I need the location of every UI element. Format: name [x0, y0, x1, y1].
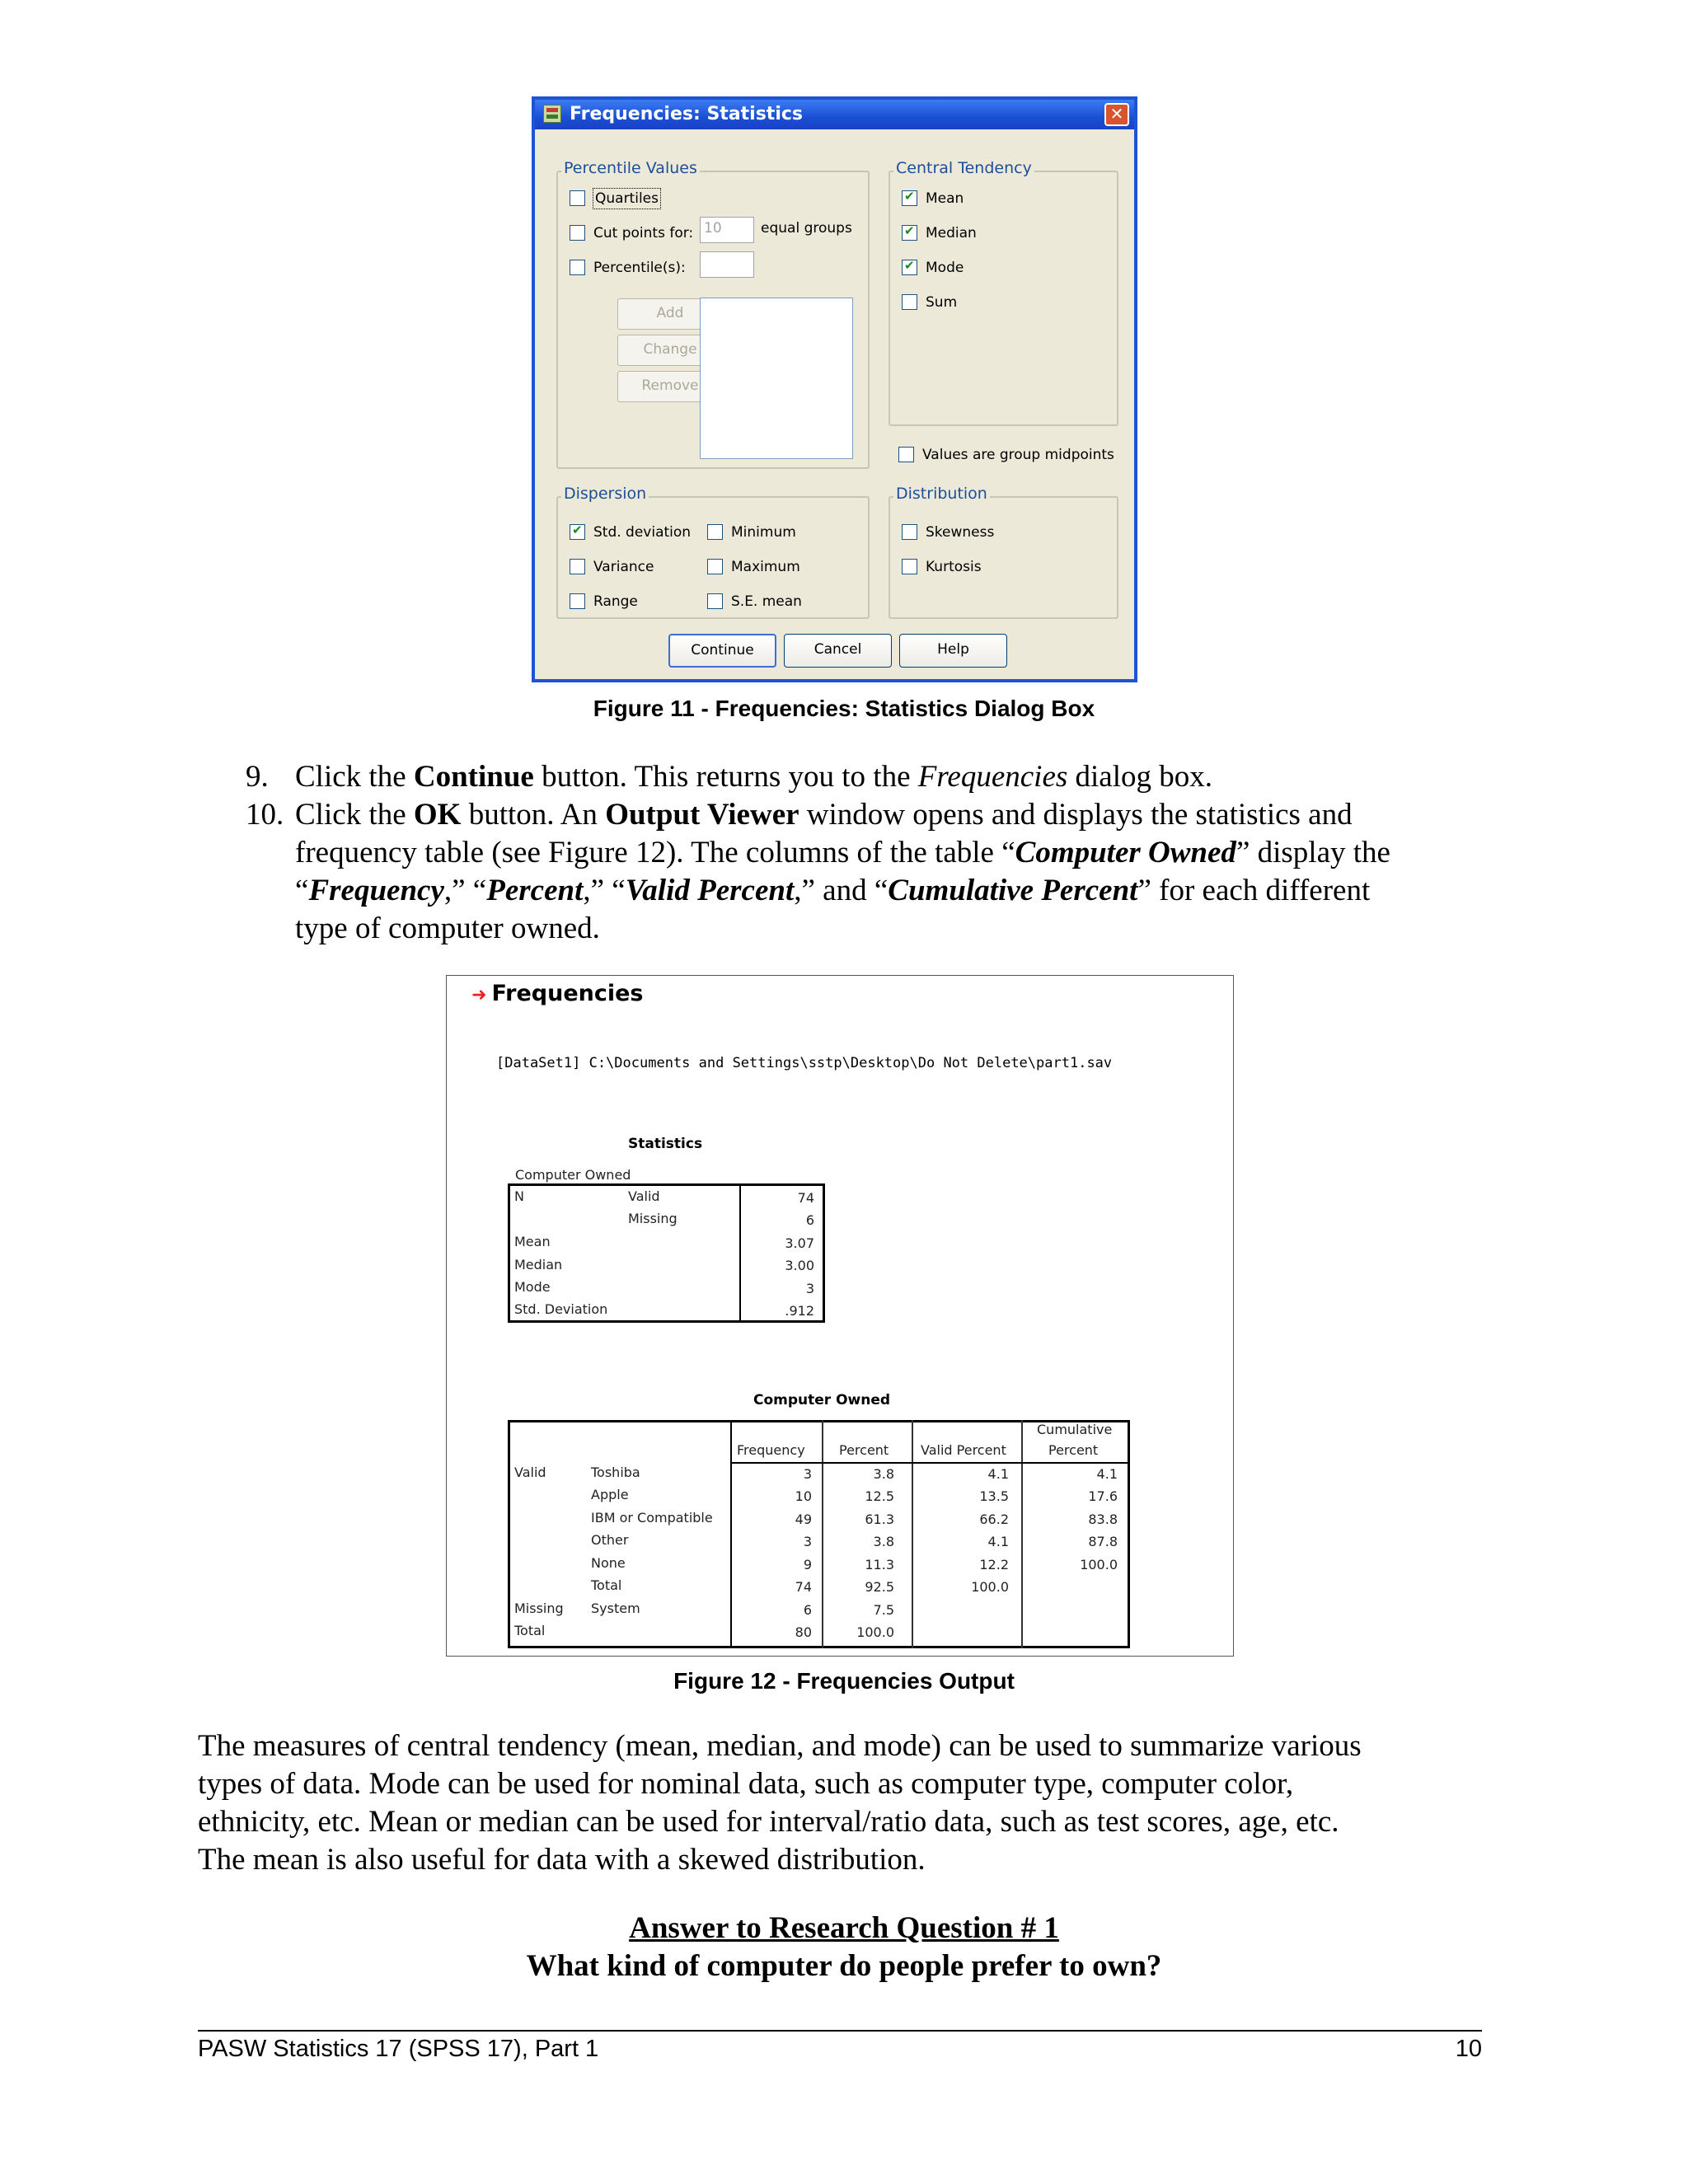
row-valid-percent: 100.0 [971, 1579, 1009, 1595]
maximum-checkbox[interactable] [707, 559, 723, 574]
quartiles-label: Quartiles [595, 190, 659, 207]
step-10-text-11: type of computer owned. [295, 912, 600, 945]
help-button[interactable]: Help [899, 634, 1007, 668]
row-percent: 12.5 [865, 1488, 894, 1504]
row-valid-percent: 4.1 [987, 1534, 1009, 1549]
row-label: IBM or Compatible [591, 1510, 713, 1526]
range-checkbox[interactable] [570, 593, 585, 609]
group-midpoints-checkbox[interactable] [898, 447, 914, 462]
row-percent: 100.0 [856, 1624, 894, 1640]
percentiles-label: Percentile(s): [593, 260, 686, 276]
step-10-cumulative-percent: Cumulative Percent [888, 874, 1138, 907]
cut-points-input[interactable]: 10 [700, 217, 754, 243]
frequencies-heading [471, 981, 644, 1006]
step-10-text-8: ,” “ [583, 874, 626, 907]
group-total-label: Total [514, 1623, 546, 1638]
header-percent: Percent [839, 1442, 889, 1458]
central-tendency-title: Central Tendency [893, 159, 1034, 177]
stat-std-label: Std. Deviation [514, 1301, 608, 1317]
step-10-text-6: “ [295, 874, 309, 907]
group-missing-label: Missing [514, 1601, 564, 1616]
central-tendency-group [889, 159, 1118, 426]
step-9-text-2: button. This returns you to the [533, 760, 918, 794]
step-10-line-4 [295, 910, 1390, 948]
percentile-list[interactable] [700, 298, 853, 459]
row-valid-percent: 66.2 [979, 1511, 1009, 1527]
maximum-label: Maximum [731, 559, 800, 575]
frequencies-heading-text: Frequencies [491, 981, 644, 1006]
step-10-text [295, 796, 1390, 948]
central-tendency-paragraph [198, 1727, 1362, 1879]
step-10-line-1 [295, 796, 1390, 834]
mode-checkbox[interactable] [902, 260, 917, 275]
row-percent: 7.5 [873, 1602, 894, 1618]
row-cumulative-percent: 17.6 [1088, 1488, 1118, 1504]
kurtosis-label: Kurtosis [926, 559, 982, 575]
step-9 [246, 758, 269, 796]
answer-heading: Answer to Research Question # 1 [629, 1911, 1059, 1945]
row-label: Total [591, 1577, 622, 1593]
step-10-text-4: frequency table (see Figure 12). The columns of the table “ [295, 836, 1015, 869]
step-9-continue-bold: Continue [413, 760, 534, 794]
median-label: Median [926, 225, 977, 241]
row-cumulative-percent: 4.1 [1096, 1466, 1118, 1482]
equal-groups-label: equal groups [761, 220, 852, 237]
percentiles-input[interactable] [700, 251, 754, 278]
freq-table-title: Computer Owned [753, 1392, 891, 1408]
statistics-variable: Computer Owned [515, 1167, 631, 1183]
step-10-text-1: Click the [295, 798, 414, 832]
page-number: 10 [1455, 2036, 1482, 2062]
remove-button[interactable]: Remove [617, 371, 723, 402]
sum-label: Sum [926, 294, 958, 311]
paragraph-line-3: ethnicity, etc. Mean or median can be used for interval/ratio data, such as test scores, age, etc. [198, 1805, 1339, 1839]
cut-points-checkbox[interactable] [570, 225, 585, 241]
percentile-values-group [556, 159, 870, 469]
minimum-checkbox[interactable] [707, 524, 723, 540]
stat-missing-label: Missing [628, 1211, 678, 1226]
row-percent: 92.5 [865, 1579, 894, 1595]
group-valid-label: Valid [514, 1465, 546, 1480]
footer-title: PASW Statistics 17 (SPSS 17), Part 1 [198, 2036, 599, 2062]
red-arrow-icon: ➜ [471, 985, 487, 1005]
stat-std-value: .912 [785, 1303, 814, 1319]
step-10-text-10: ” for each different [1137, 874, 1371, 907]
row-label: None [591, 1555, 626, 1571]
stat-missing-value: 6 [805, 1212, 814, 1228]
research-question: What kind of computer do people prefer to own? [526, 1949, 1162, 1983]
step-10-percent: Percent [486, 874, 584, 907]
median-checkbox[interactable] [902, 225, 917, 241]
row-frequency: 74 [795, 1579, 812, 1595]
row-percent: 11.3 [865, 1557, 894, 1572]
row-cumulative-percent: 100.0 [1080, 1557, 1118, 1572]
step-10-frequency: Frequency [308, 874, 444, 907]
row-percent: 3.8 [873, 1466, 894, 1482]
close-icon[interactable]: ✕ [1104, 103, 1129, 126]
quartiles-checkbox[interactable] [570, 190, 585, 206]
step-10-line-2 [295, 834, 1390, 872]
row-cumulative-percent: 87.8 [1088, 1534, 1118, 1549]
change-button[interactable]: Change [617, 335, 723, 366]
header-frequency: Frequency [737, 1442, 805, 1458]
stat-median-label: Median [514, 1257, 563, 1272]
figure-12-caption: Figure 12 - Frequencies Output [673, 1668, 1015, 1694]
stat-mode-label: Mode [514, 1279, 551, 1295]
step-10 [246, 796, 284, 834]
sum-checkbox[interactable] [902, 294, 917, 310]
range-label: Range [593, 593, 638, 610]
frequencies-statistics-dialog [532, 96, 1137, 682]
variance-label: Variance [593, 559, 654, 575]
cut-points-label: Cut points for: [593, 225, 694, 241]
step-10-valid-percent: Valid Percent [625, 874, 795, 907]
row-percent: 61.3 [865, 1511, 894, 1527]
cancel-button[interactable]: Cancel [784, 634, 892, 668]
mode-label: Mode [926, 260, 964, 276]
dispersion-group [556, 485, 870, 619]
step-9-text-1: Click the [295, 760, 414, 794]
dataset-path: [DataSet1] C:\Documents and Settings\sstp\Desktop\Do Not Delete\part1.sav [496, 1055, 1113, 1071]
row-percent: 3.8 [873, 1534, 894, 1549]
add-button[interactable]: Add [617, 298, 723, 330]
step-10-line-3 [295, 872, 1390, 910]
continue-button[interactable]: Continue [668, 634, 776, 668]
header-cumulative: Cumulative [1037, 1422, 1113, 1437]
row-label: Apple [591, 1487, 629, 1502]
step-10-text-2: button. An [461, 798, 606, 832]
stat-median-value: 3.00 [785, 1258, 814, 1273]
spss-app-icon [543, 105, 561, 123]
step-9-frequencies-italic: Frequencies [917, 760, 1068, 794]
se-mean-checkbox[interactable] [707, 593, 723, 609]
output-viewer [446, 975, 1234, 1657]
stat-valid-label: Valid [628, 1188, 660, 1204]
row-frequency: 80 [795, 1624, 812, 1640]
step-10-output-viewer-bold: Output Viewer [605, 798, 799, 832]
row-label: Other [591, 1532, 629, 1548]
mean-checkbox[interactable] [902, 190, 917, 206]
stat-mean-label: Mean [514, 1234, 551, 1249]
se-mean-label: S.E. mean [731, 593, 802, 610]
row-frequency: 6 [803, 1602, 812, 1618]
stat-mode-value: 3 [805, 1281, 814, 1296]
step-10-text-5: ” display the [1236, 836, 1390, 869]
header-cumulative-percent: Percent [1048, 1442, 1099, 1458]
stat-mean-value: 3.07 [785, 1235, 814, 1251]
row-frequency: 3 [803, 1466, 812, 1482]
row-valid-percent: 4.1 [987, 1466, 1009, 1482]
mean-label: Mean [926, 190, 964, 207]
step-10-text-7: ,” “ [443, 874, 487, 907]
skewness-checkbox[interactable] [902, 524, 917, 540]
step-9-number: 9. [246, 760, 269, 794]
stat-valid-value: 74 [797, 1190, 814, 1206]
step-10-ok-bold: OK [413, 798, 462, 832]
paragraph-line-2: types of data. Mode can be used for nominal data, such as computer type, computer color, [198, 1767, 1294, 1801]
row-frequency: 49 [795, 1511, 812, 1527]
step-9-text [295, 758, 1212, 796]
dialog-title: Frequencies: Statistics [570, 104, 803, 124]
row-valid-percent: 12.2 [979, 1557, 1009, 1572]
paragraph-line-4: The mean is also useful for data with a skewed distribution. [198, 1843, 926, 1877]
std-deviation-checkbox[interactable] [570, 524, 585, 540]
paragraph-line-1: The measures of central tendency (mean, median, and mode) can be used to summarize various [198, 1729, 1362, 1763]
percentile-values-title: Percentile Values [561, 159, 700, 177]
skewness-label: Skewness [926, 524, 995, 541]
std-deviation-label: Std. deviation [593, 524, 692, 541]
step-10-text-9: ,” and “ [794, 874, 889, 907]
step-10-number: 10. [246, 798, 284, 832]
step-9-text-3: dialog box. [1067, 760, 1212, 794]
header-valid-percent: Valid Percent [921, 1442, 1006, 1458]
step-10-text-3: window opens and displays the statistics and [799, 798, 1353, 832]
group-midpoints-label: Values are group midpoints [922, 447, 1114, 463]
minimum-label: Minimum [731, 524, 796, 541]
step-10-computer-owned: Computer Owned [1015, 836, 1236, 869]
dispersion-title: Dispersion [561, 485, 649, 503]
row-frequency: 9 [803, 1557, 812, 1572]
row-frequency: 10 [795, 1488, 812, 1504]
row-valid-percent: 13.5 [979, 1488, 1009, 1504]
stat-n-label: N [514, 1188, 524, 1204]
distribution-title: Distribution [893, 485, 990, 503]
footer-rule [198, 2030, 1482, 2032]
figure-11-caption: Figure 11 - Frequencies: Statistics Dialog Box [593, 696, 1095, 721]
dialog-titlebar[interactable] [535, 100, 1134, 129]
distribution-group [889, 485, 1118, 619]
kurtosis-checkbox[interactable] [902, 559, 917, 574]
row-label: Toshiba [591, 1465, 640, 1480]
statistics-title: Statistics [628, 1136, 703, 1152]
percentiles-checkbox[interactable] [570, 260, 585, 275]
row-cumulative-percent: 83.8 [1088, 1511, 1118, 1527]
variance-checkbox[interactable] [570, 559, 585, 574]
row-label: System [591, 1601, 640, 1616]
row-frequency: 3 [803, 1534, 812, 1549]
